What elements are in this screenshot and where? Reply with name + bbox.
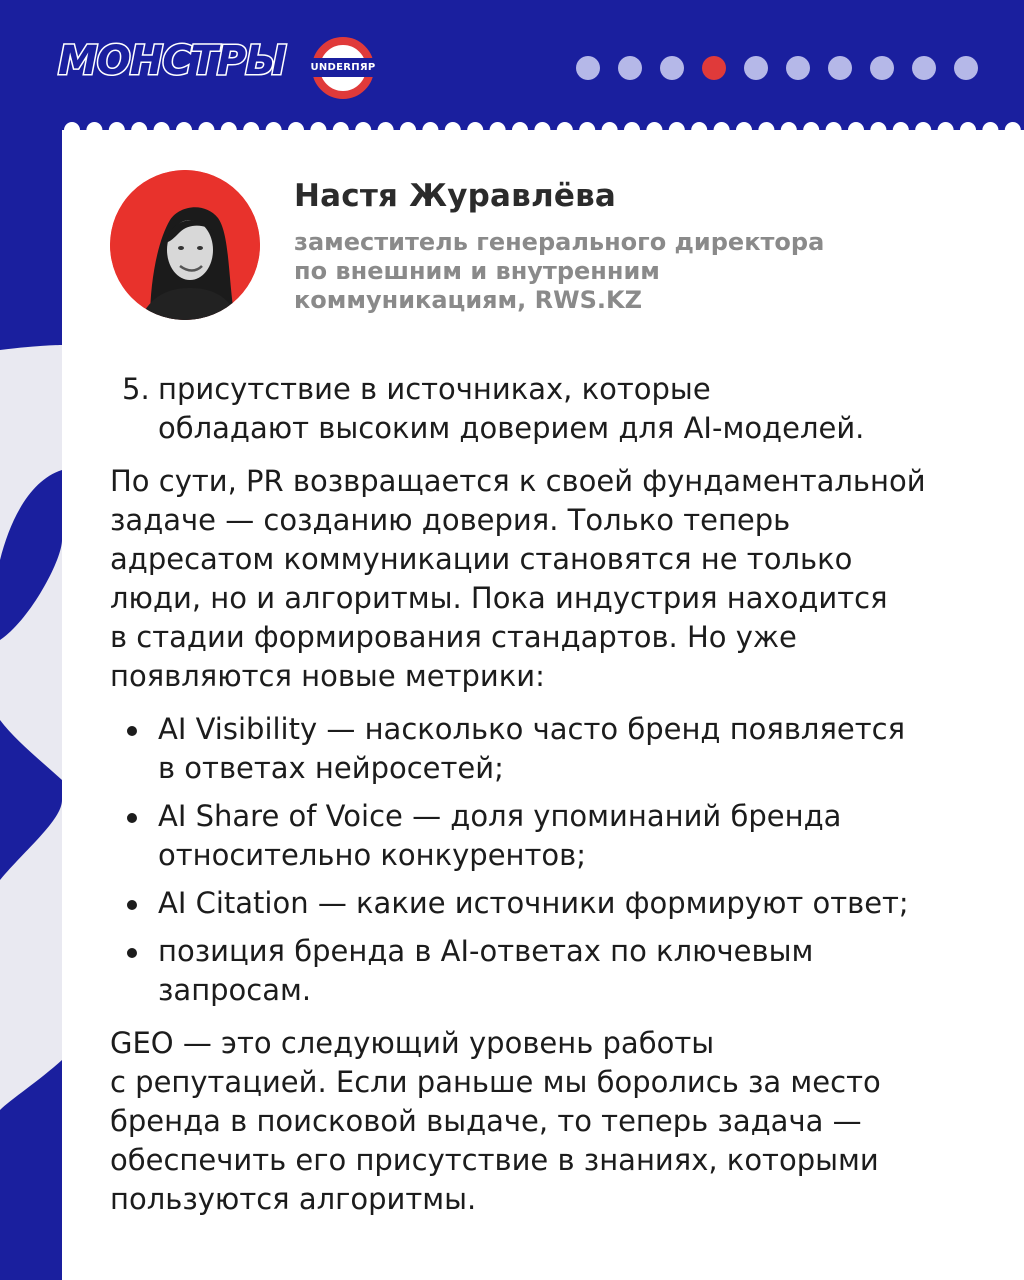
progress-dot-active xyxy=(702,56,726,80)
list-item-line: обладают высоким доверием для AI-моделей. xyxy=(158,411,865,445)
article-body xyxy=(110,370,990,1219)
paragraph-line: GEO — это следующий уровень работы xyxy=(110,1026,715,1060)
paragraph-line: пользуются алгоритмы. xyxy=(110,1182,477,1216)
author-name: Настя Журавлёва xyxy=(294,178,617,214)
paragraph-line: с репутацией. Если раньше мы боролись за место xyxy=(110,1065,881,1099)
list-item: позиция бренда в AI-ответах по ключевым запросам. xyxy=(110,932,990,1010)
progress-dot xyxy=(660,56,684,80)
metrics-list xyxy=(110,710,990,1010)
list-item: AI Share of Voice — доля упоминаний бренда относительно конкурентов; xyxy=(110,797,990,875)
progress-dot xyxy=(954,56,978,80)
author-role-line: заместитель генерального директора xyxy=(294,228,825,256)
paragraph-line: бренда в поисковой выдаче, то теперь задача — xyxy=(110,1104,862,1138)
list-item: AI Visibility — насколько часто бренд появляется в ответах нейросетей; xyxy=(110,710,990,788)
numbered-list-item xyxy=(110,370,990,448)
progress-dot xyxy=(744,56,768,80)
progress-dot xyxy=(786,56,810,80)
brand-logo: МОНСТРЫ xyxy=(58,38,286,84)
roundel-label: UNDERПЯР xyxy=(300,58,386,77)
progress-dot xyxy=(618,56,642,80)
avatar xyxy=(110,170,260,320)
paragraph-line: люди, но и алгоритмы. Пока индустрия находится xyxy=(110,581,888,615)
author-role-line: коммуникациям, RWS.KZ xyxy=(294,286,642,314)
top-bar xyxy=(0,0,1024,130)
scalloped-edge xyxy=(62,120,1024,140)
slide-progress-dots xyxy=(576,56,978,80)
progress-dot xyxy=(828,56,852,80)
author-role xyxy=(294,228,894,315)
paragraph-line: задаче — созданию доверия. Только теперь xyxy=(110,503,791,537)
author-role-line: по внешним и внутренним xyxy=(294,257,660,285)
progress-dot xyxy=(912,56,936,80)
list-number: 5. xyxy=(122,372,150,406)
list-item-line: присутствие в источниках, которые xyxy=(158,372,711,406)
progress-dot xyxy=(870,56,894,80)
portrait-photo-icon xyxy=(110,170,260,320)
list-item: AI Citation — какие источники формируют ответ; xyxy=(110,884,990,923)
paragraph-line: По сути, PR возвращается к своей фундаментальной xyxy=(110,464,926,498)
paragraph-line: появляются новые метрики: xyxy=(110,659,545,693)
progress-dot xyxy=(576,56,600,80)
paragraph-line: обеспечить его присутствие в знаниях, которыми xyxy=(110,1143,879,1177)
paragraph-line: адресатом коммуникации становятся не только xyxy=(110,542,853,576)
paragraph-line: в стадии формирования стандартов. Но уже xyxy=(110,620,797,654)
